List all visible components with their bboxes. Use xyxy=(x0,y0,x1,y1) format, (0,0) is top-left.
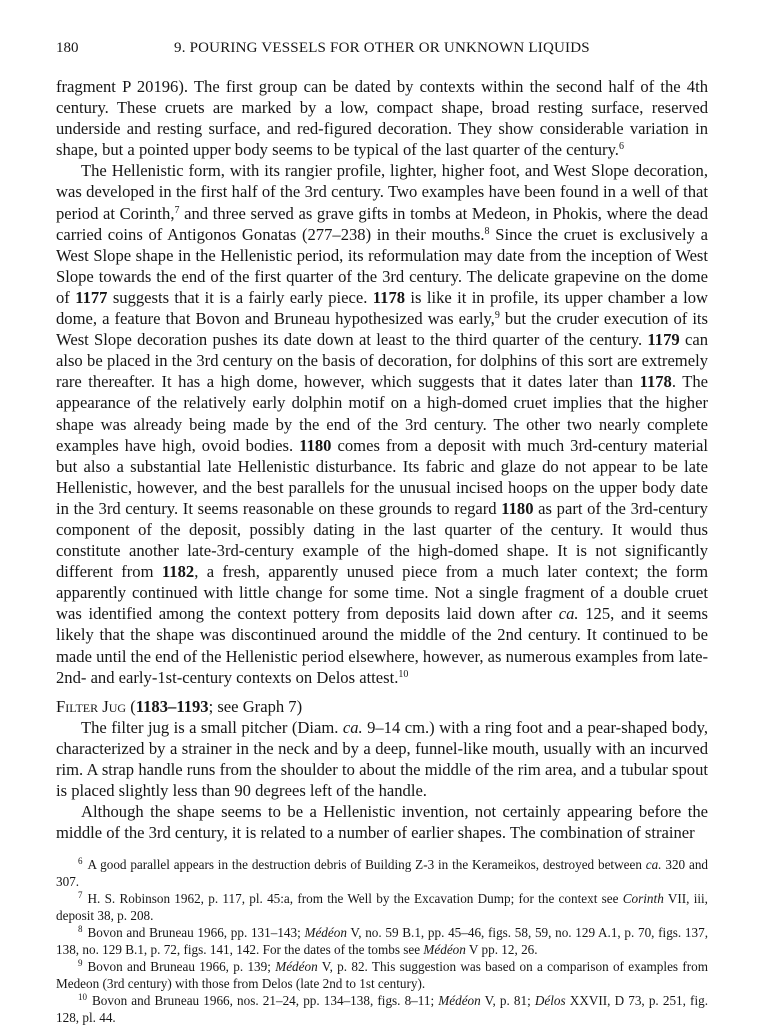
catalogue-range: 1183–1193 xyxy=(135,696,209,716)
paragraph-4: Although the shape seems to be a Hellenistic invention, not certainly appearing before the middle of the 3rd century, it is related to a number of earlier shapes. The combination of strainer xyxy=(56,802,708,843)
footnote-9: $^9$ Bovon and Bruneau 1966, p. 139; Médéon V, p. 82. This suggestion was based on a comparison of examples from Medeon (3rd century) with those from Delos (late 2nd to 1st century). xyxy=(56,958,708,992)
footnote-7: $^7$ H. S. Robinson 1962, p. 117, pl. 45:a, from the Well by the Excavation Dump; for the context see Corinth VII, iii, deposit 38, p. 208. xyxy=(56,890,708,924)
paragraph-1: fragment P 20196). The first group can be dated by contexts within the second half of the 4th century. These cruets are marked by a low, compact shape, broad resting surface, reserved underside and resting surface, and red-figured decoration. They show considerable variation in shape, but a pointed upper body seems to be typical of the last quarter of the century.$^6$ xyxy=(56,77,708,160)
footnote-8: $^8$ Bovon and Bruneau 1966, pp. 131–143; Médéon V, no. 59 B.1, pp. 45–46, figs. 58, 59, no. 129 A.1, p. 70, figs. 137, 138, no. 129 B.1, p. 72, figs. 141, 142. For the dates of the tombs see Médéon V pp. 12, 26. xyxy=(56,924,708,958)
paragraph-3: The filter jug is a small pitcher (Diam. ca. 9–14 cm.) with a ring foot and a pear-shaped body, characterized by a strainer in the neck and by a deep, funnel-like mouth, usually with an incurved rim. A strap handle runs from the shoulder to about the middle of the rim area, and a tubular spout is placed slightly less than 90 degrees left of the handle. xyxy=(56,717,708,801)
footnote-ref-6: 6 xyxy=(618,141,624,153)
body-text xyxy=(56,76,708,843)
chapter-title: 9. POURING VESSELS FOR OTHER OR UNKNOWN LIQUIDS xyxy=(174,40,590,56)
footnote-6: $^6$ A good parallel appears in the destruction debris of Building Z-3 in the Kerameikos, destroyed between ca. 320 and 307. xyxy=(56,856,709,890)
catalogue-number: 1178 xyxy=(639,372,672,392)
catalogue-number: 1177 xyxy=(75,287,108,307)
catalogue-number: 1180 xyxy=(501,498,534,518)
section-heading: Filter Jug (1183–1193; see Graph 7) xyxy=(56,696,303,716)
paragraph-2: The Hellenistic form, with its rangier profile, lighter, higher foot, and West Slope decoration, was developed in the first half of the 3rd century. Two examples have been found in a well of that period at Corinth,$^7$ and three served as grave gifts in tombs at Medeon, in Phokis, where the dead carried coins of Antigonos Gonatas (277–238) in their mouths.$^8$ Since the cruet is exclusively a West Slope shape in the Hellenistic period, its reformulation may date from the inception of West Slope towards the end of the first quarter of the 3rd century. The delicate grapevine on the dome of 1177 suggests that it is a fairly early piece. 1178 is like it in profile, its upper chamber a low dome, a feature that Bovon and Bruneau hypothesized was early,$^9$ but the cruder execution of its West Slope decoration pushes its date down at least to the third quarter of the century. 1179 can also be placed in the 3rd century on the basis of decoration, for dolphins of this sort are extremely rare thereafter. It has a high dome, however, which suggests that it dates later than 1178. The appearance of the relatively early dolphin motif on a high-domed cruet implies that the higher shape was already being made by the end of the 3rd century. The other two nearly complete examples have high, ovoid bodies. 1180 comes from a deposit with much 3rd-century material but also a substantial late Hellenistic disturbance. Its fabric and glaze do not appear to be late Hellenistic, however, and the best parallels for the unusual incised hoops on the upper body date in the 3rd century. It seems reasonable on these grounds to regard 1180 as part of the 3rd-century component of the deposit, possibly dating in the last quarter of the century. It would thus constitute another late-3rd-century example of the high-domed shape. It is not significantly different from 1182, a fresh, apparently unused piece from a much later context; the form apparently continued with little change for some time. Not a single fragment of a double cruet was identified among the context pottery from deposits laid down after ca. 125, and it seems likely that the shape was discontinued around the middle of the 2nd century. It continued to be made until the end of the Hellenistic period elsewhere, however, as numerous examples from late-2nd- and early-1st-century contexts on Delos attest.$^{10}$ xyxy=(56,161,709,687)
footnotes xyxy=(56,856,708,1026)
catalogue-number: 1178 xyxy=(372,287,406,307)
footnote-ref-10: 10 xyxy=(398,668,409,680)
section-title: Filter Jug xyxy=(56,696,127,716)
book-page xyxy=(56,40,708,1026)
footnote-ref-8: 8 xyxy=(484,225,490,237)
page-number: 180 xyxy=(56,40,79,56)
catalogue-number: 1182 xyxy=(161,562,195,582)
footnote-10: $^{10}$ Bovon and Bruneau 1966, nos. 21–24, pp. 134–138, figs. 8–11; Médéon V, p. 81; Délos XXVII, D 73, p. 251, fig. 128, pl. 44. xyxy=(56,992,709,1026)
catalogue-number: 1180 xyxy=(299,435,332,455)
running-header xyxy=(56,40,708,62)
footnote-ref-9: 9 xyxy=(494,310,500,322)
footnote-ref-7: 7 xyxy=(174,204,180,216)
catalogue-number: 1179 xyxy=(647,330,680,350)
